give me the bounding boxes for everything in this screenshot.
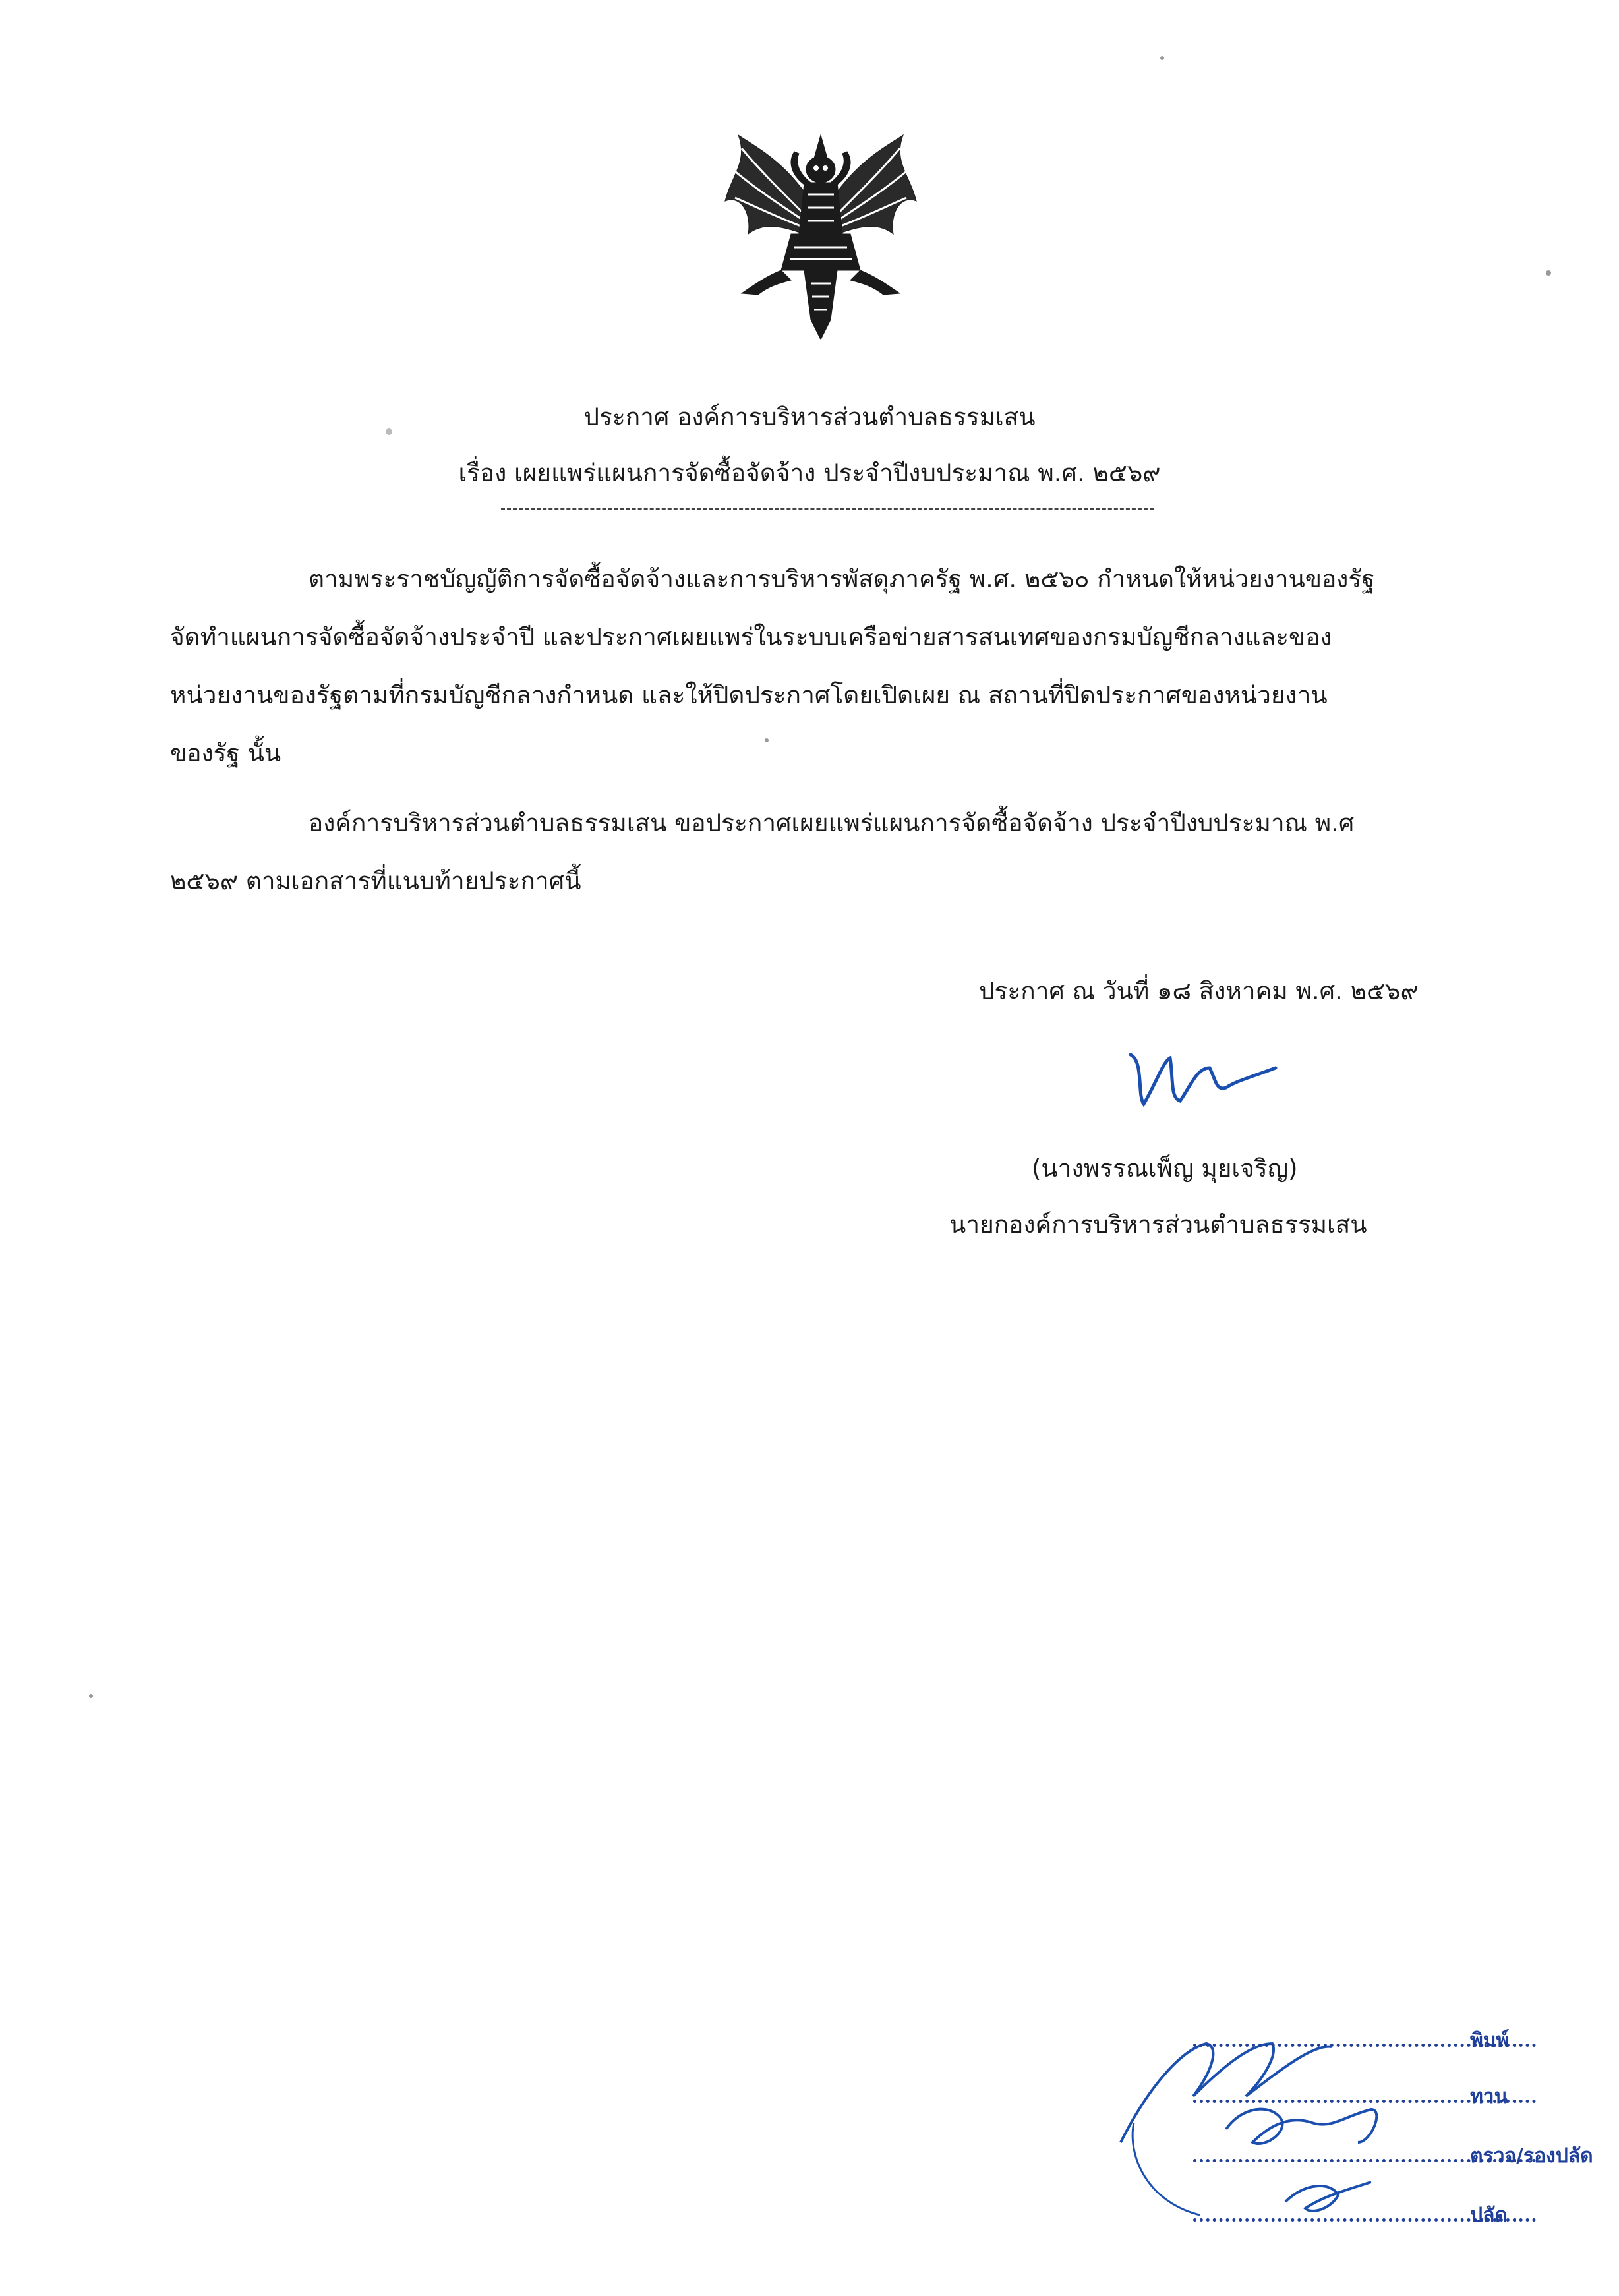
scan-speck [89, 1694, 93, 1698]
dashed-divider [501, 508, 1154, 510]
paragraph-1-line: หน่วยงานของรัฐตามที่กรมบัญชีกลางกำหนด และให้ปิดประกาศโดยเปิดเผย ณ สถานที่ปิดประกาศของหน่วยงาน [170, 681, 1328, 709]
subject-line: เรื่อง เผยแพร่แผนการจัดซื้อจัดจ้าง ประจำปีงบประมาณ พ.ศ. ๒๕๖๙ [458, 459, 1161, 487]
stamp-label: ตรวจ/รองปลัด [1470, 2144, 1593, 2167]
paragraph-1-line: ตามพระราชบัญญัติการจัดซื้อจัดจ้างและการบริหารพัสดุภาครัฐ พ.ศ. ๒๕๖๐ กำหนดให้หน่วยงานของรัฐ [309, 565, 1375, 593]
paragraph-1-line: ของรัฐ นั้น [170, 739, 281, 767]
paragraph-2-line: ๒๕๖๙ ตามเอกสารที่แนบท้ายประกาศนี้ [170, 867, 581, 895]
scan-speck [1546, 270, 1551, 276]
paragraph-1 [170, 550, 1482, 782]
paragraph-1-line: จัดทำแผนการจัดซื้อจัดจ้างประจำปี และประกาศเผยแพร่ในระบบเครือข่ายสารสนเทศของกรมบัญชีกลางและของ [170, 623, 1332, 651]
paragraph-2 [170, 794, 1482, 910]
scan-speck [765, 738, 769, 742]
stamp-label: ทาน [1470, 2085, 1508, 2108]
signer-title: นายกองค์การบริหารส่วนตำบลธรรมเสน [949, 1210, 1367, 1239]
announcement-title: ประกาศ องค์การบริหารส่วนตำบลธรรมเสน [583, 403, 1036, 431]
signature-mark [1117, 1042, 1289, 1114]
routing-stamp [1094, 1991, 1619, 2296]
announcement-date: ประกาศ ณ วันที่ ๑๘ สิงหาคม พ.ศ. ๒๕๖๙ [979, 977, 1419, 1005]
scan-speck [1160, 56, 1164, 60]
scan-speck [386, 428, 392, 435]
stamp-label: พิมพ์ [1470, 2029, 1510, 2052]
signer-name: (นางพรรณเพ็ญ มุยเจริญ) [1032, 1154, 1298, 1183]
garuda-emblem-icon [712, 122, 929, 353]
stamp-label: ปลัด [1470, 2204, 1508, 2227]
paragraph-2-line: องค์การบริหารส่วนตำบลธรรมเสน ขอประกาศเผยแพร่แผนการจัดซื้อจัดจ้าง ประจำปีงบประมาณ พ.ศ [309, 809, 1355, 837]
